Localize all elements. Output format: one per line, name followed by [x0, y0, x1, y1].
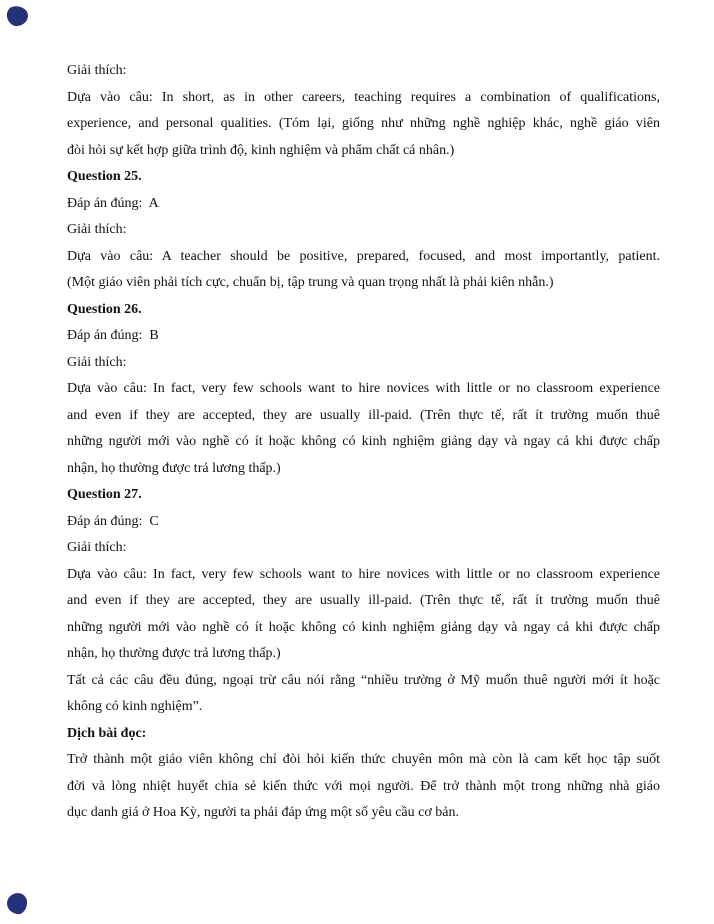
text-line: đời và lòng nhiệt huyết chia sẻ kiến thức với mọi người. Để trở thành một trong những nhà giáo: [67, 778, 660, 794]
corner-ink-mark-bottom-left: [6, 892, 28, 915]
paragraph: [67, 376, 660, 482]
corner-ink-mark-top-left: [6, 5, 30, 28]
text-line: Giải thích:: [67, 540, 127, 555]
text-line: Giải thích:: [67, 354, 127, 370]
text-line: Dựa vào câu: A teacher should be positive, prepared, focused, and most importantly, patient.: [67, 248, 660, 264]
text-line: Dựa vào câu: In short, as in other careers, teaching requires a combination of qualifications,: [67, 89, 660, 105]
text-line: Giải thích:: [67, 63, 127, 78]
text-line: những người mới vào nghề có ít hoặc không có kinh nghiệm giảng dạy và ngay cả khi được chấp: [67, 619, 660, 635]
section-heading: Dịch bài đọc:: [67, 725, 147, 741]
paragraph: [67, 747, 660, 827]
text-line: đòi hỏi sự kết hợp giữa trình độ, kinh nghiệm và phẩm chất cá nhân.): [67, 142, 455, 158]
text-line: Đáp án đúng: A: [67, 195, 159, 211]
section-heading: Question 26.: [67, 301, 142, 317]
paragraph: [67, 244, 660, 297]
text-line: (Một giáo viên phải tích cực, chuẩn bị, tập trung và quan trọng nhất là phải kiên nhẫn.): [67, 275, 554, 290]
text-line: experience, and personal qualities. (Tóm lại, giống như những nghề nghiệp khác, nghề giáo viên: [67, 116, 660, 131]
text-line: Trở thành một giáo viên không chỉ đòi hỏi kiến thức chuyên môn mà còn là cam kết học tập suốt: [67, 752, 660, 767]
text-line: dục danh giá ở Hoa Kỳ, người ta phải đáp ứng một số yêu cầu cơ bản.: [67, 805, 459, 820]
text-line: Đáp án đúng: B: [67, 328, 159, 343]
text-line: and even if they are accepted, they are usually ill-paid. (Trên thực tế, rất ít trường muốn thuê: [67, 593, 660, 608]
text-line: nhận, họ thường được trả lương thấp.): [67, 460, 281, 476]
text-line: Dựa vào câu: In fact, very few schools want to hire novices with little or no classroom experience: [67, 566, 660, 582]
paragraph: [67, 562, 660, 668]
text-line: Tất cả các câu đều đúng, ngoại trừ câu nói rằng “nhiều trường ở Mỹ muốn thuê người mới ít hoặc: [67, 672, 660, 688]
text-line: and even if they are accepted, they are usually ill-paid. (Trên thực tế, rất ít trường muốn thuê: [67, 407, 660, 423]
paragraph: [67, 668, 660, 721]
section-heading: Question 27.: [67, 487, 142, 502]
document-content: [67, 58, 660, 827]
section-heading: Question 25.: [67, 169, 142, 184]
text-line: Giải thích:: [67, 222, 127, 237]
text-line: Đáp án đúng: C: [67, 513, 159, 529]
paragraph: [67, 85, 660, 165]
text-line: nhận, họ thường được trả lương thấp.): [67, 646, 281, 661]
text-line: Dựa vào câu: In fact, very few schools want to hire novices with little or no classroom experience: [67, 381, 660, 396]
text-line: không có kinh nghiệm”.: [67, 699, 203, 714]
text-line: những người mới vào nghề có ít hoặc không có kinh nghiệm giảng dạy và ngay cả khi được chấp: [67, 434, 660, 449]
